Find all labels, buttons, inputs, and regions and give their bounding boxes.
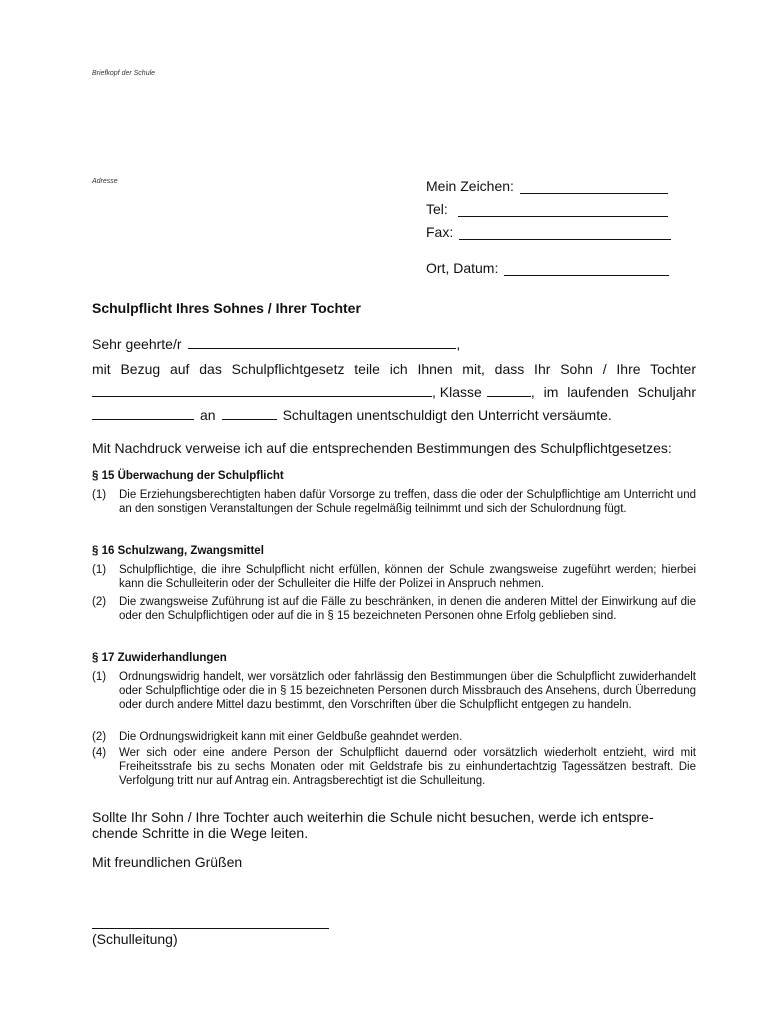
section-item <box>92 746 696 788</box>
schuljahr-label: , im laufenden Schuljahr <box>530 384 696 400</box>
fax-label: Fax: <box>426 224 454 240</box>
days-field[interactable] <box>222 406 277 420</box>
klasse-label: , Klasse <box>432 384 482 400</box>
item-text: Die zwangsweise Zuführung ist auf die Fälle zu beschränken, in denen die anderen Mittel der Einwirkung auf die oder den Schulpflichtigen oder auf die in § 15 bezeichneten Personen ohne Erfolg geblieben sind. <box>119 596 696 622</box>
signature-label: (Schulleitung) <box>92 931 178 947</box>
section-item <box>92 488 696 516</box>
section-item <box>92 670 696 712</box>
section-item <box>92 730 696 744</box>
section-item <box>92 595 696 623</box>
item-number: (2) <box>92 731 107 743</box>
item-number: (1) <box>92 489 107 501</box>
body-line-2 <box>92 381 696 404</box>
item-text: Wer sich oder eine andere Person der Schulpflicht dauernd oder vorsätzlich wiederholt entzieht, wird mit Freiheitsstrafe bis zu sechs Monaten oder mit Geldstrafe bis zu einhundertachtzig Tagessätzen bestraft. Die Verfolgung tritt nur auf Antrag ein. Antragsberechtigt ist die Schulleitung. <box>119 747 696 787</box>
salutation-comma: , <box>456 336 461 352</box>
student-name-field[interactable] <box>92 383 432 397</box>
item-number: (2) <box>92 596 107 608</box>
zeichen-label: Mein Zeichen: <box>426 178 514 194</box>
section-item <box>92 563 696 591</box>
letter-subject: Schulpflicht Ihres Sohnes / Ihrer Tochter <box>92 300 361 316</box>
body-line-3 <box>92 404 612 427</box>
item-text: Schulpflichtige, die ihre Schulpflicht nicht erfüllen, können der Schule zwangsweise zugeführt werden; hierbei kann die Schulleiterin oder der Schulleiter die Hilfe der Polizei in Anspruch nehmen. <box>119 564 696 590</box>
ort-datum-row <box>426 260 669 276</box>
zeichen-field[interactable] <box>520 180 668 194</box>
absence-text: Schultagen unentschuldigt den Unterricht versäumte. <box>282 407 612 423</box>
item-number: (4) <box>92 747 107 759</box>
klasse-field[interactable] <box>487 383 531 397</box>
item-text: Die Ordnungswidrigkeit kann mit einer Geldbuße geahndet werden. <box>119 731 463 743</box>
section-title: § 17 Zuwiderhandlungen <box>92 652 227 664</box>
tel-row <box>426 201 668 217</box>
tel-field[interactable] <box>458 203 668 217</box>
date-field[interactable] <box>92 406 194 420</box>
recipient-name-field[interactable] <box>188 335 456 349</box>
section-title: § 16 Schulzwang, Zwangsmittel <box>92 545 264 557</box>
section-title: § 15 Überwachung der Schulpflicht <box>92 470 284 482</box>
ort-datum-label: Ort, Datum: <box>426 260 499 276</box>
item-number: (1) <box>92 564 107 576</box>
closing-paragraph-line-1: Sollte Ihr Sohn / Ihre Tochter auch weiterhin die Schule nicht besuchen, werde ich entspre- <box>92 809 654 825</box>
item-text: Ordnungswidrig handelt, wer vorsätzlich oder fahrlässig den Bestimmungen über die Schulpflicht zuwiderhandelt oder Schulpflichtige oder die in § 15 bezeichneten Personen durch Missbrauch des Ansehens, durch Überredung oder durch andere Mittel dazu bestimmt, den Vorschriften über die Schulpflicht entgegen zu handeln. <box>119 671 696 711</box>
item-number: (1) <box>92 671 107 683</box>
letterhead-label: Briefkopf der Schule <box>92 70 156 77</box>
fax-field[interactable] <box>459 226 671 240</box>
fax-row <box>426 224 671 240</box>
tel-label: Tel: <box>426 201 448 217</box>
greeting: Mit freundlichen Grüßen <box>92 854 243 870</box>
closing-paragraph-line-2: chende Schritte in die Wege leiten. <box>92 825 309 841</box>
ort-datum-field[interactable] <box>504 262 669 276</box>
item-text: Die Erziehungsberechtigten haben dafür Vorsorge zu treffen, dass die oder der Schulpflichtige am Unterricht und an den sonstigen Veranstaltungen der Schule regelmäßig teilnimmt und sich der Schulordnung fügt. <box>119 489 696 515</box>
address-label: Adresse <box>92 178 118 185</box>
body-line-1: mit Bezug auf das Schulpflichtgesetz teile ich Ihnen mit, dass Ihr Sohn / Ihre Tochter <box>92 361 696 377</box>
salutation-text: Sehr geehrte/r <box>92 336 182 352</box>
zeichen-row <box>426 178 668 194</box>
law-intro: Mit Nachdruck verweise ich auf die entsprechenden Bestimmungen des Schulpflichtgesetzes: <box>92 440 672 456</box>
salutation-row <box>92 333 460 356</box>
an-label: an <box>200 407 216 423</box>
